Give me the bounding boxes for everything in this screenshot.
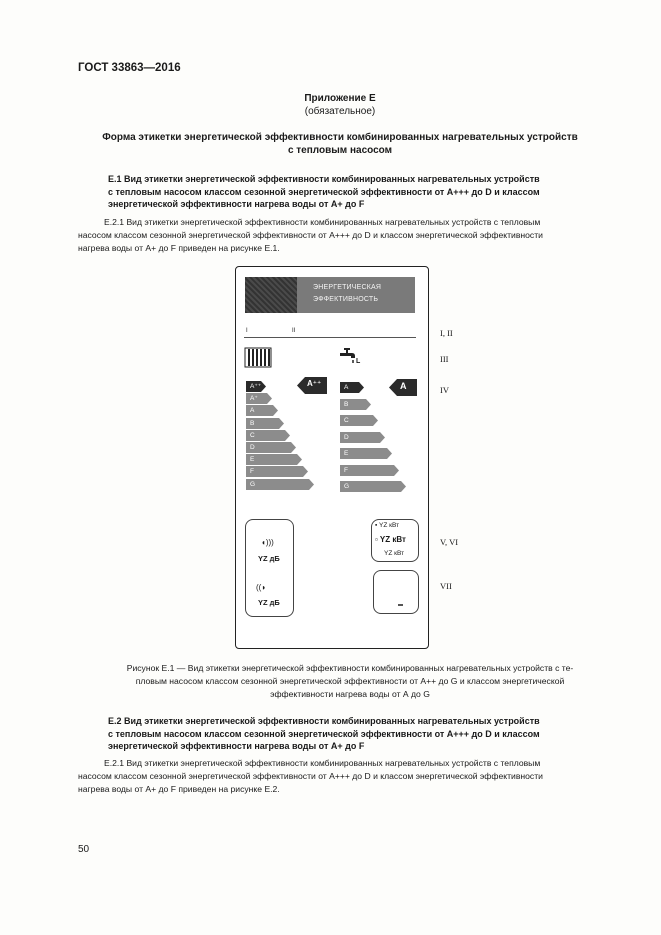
indoor-sound-icon: ◖))) <box>261 538 274 547</box>
water-class-letter: G <box>344 483 350 490</box>
section-2-heading <box>108 715 618 753</box>
heating-class-bar <box>246 405 278 416</box>
heating-class-letter: G <box>250 480 256 488</box>
heating-class-bar <box>246 479 314 490</box>
form-title-line: Форма этикетки энергетической эффективности комбинированных нагревательных устройств <box>102 132 578 143</box>
average-climate-icon: ▫ <box>375 535 380 544</box>
water-class-bar <box>340 382 364 393</box>
heating-class-letter: A⁺⁺ <box>250 383 262 390</box>
power-value-2 <box>375 535 406 544</box>
heating-class-letter: D <box>250 444 255 451</box>
heating-class-letter: C <box>250 431 255 439</box>
water-class-letter: D <box>344 433 349 441</box>
outdoor-sound-icon: ((◗ <box>256 583 267 592</box>
power-value-1 <box>375 522 399 529</box>
map-mark <box>398 604 403 606</box>
field-label-iv: IV <box>440 385 449 395</box>
heating-class-letter: B <box>250 419 255 427</box>
section-1-heading <box>108 173 618 211</box>
field-label-v-vi: V, VI <box>440 537 459 547</box>
heating-class-bar <box>246 454 302 465</box>
field-marker-i: I <box>246 328 248 334</box>
paragraph-line: насосом классом сезонной энергетической эффективности от А+++ до D и классом энергетической эффективности <box>78 230 543 240</box>
paragraph-line: Е.2.1 Вид этикетки энергетической эффективности комбинированных нагревательных устройств с тепловым <box>104 758 541 768</box>
water-class-bar <box>340 481 406 492</box>
water-class-letter: E <box>344 450 349 457</box>
heading-line: энергетической эффективности нагрева воды от А+ до F <box>108 199 365 210</box>
logo-line: ЭФФЕКТИВНОСТЬ <box>313 296 379 303</box>
caption-line: пловым насосом классом сезонной энергетической эффективности от А++ до G и классом энергетической <box>135 676 565 686</box>
form-title <box>60 131 620 157</box>
heating-class-bar <box>246 418 284 429</box>
water-class-bar <box>340 415 378 426</box>
document-header: ГОСТ 33863—2016 <box>78 62 181 74</box>
heading-line: Е.2 Вид этикетки энергетической эффективности комбинированных нагревательных устройств <box>108 716 540 726</box>
indoor-noise-value: YZ дБ <box>258 554 280 563</box>
appendix-title: Приложение Е <box>304 93 376 104</box>
power-text: YZ кВт <box>379 522 400 529</box>
section-2-paragraph <box>78 757 623 796</box>
outdoor-noise-value: YZ дБ <box>258 598 280 607</box>
paragraph-line: нагрева воды от А+ до F приведен на рисунке Е.1. <box>78 243 280 253</box>
paragraph-line: нагрева воды от А+ до F приведен на рисунке Е.2. <box>78 784 280 794</box>
water-class-bar <box>340 399 371 410</box>
field-label-iii: III <box>440 354 449 364</box>
caption-line: Рисунок Е.1 — Вид этикетки энергетической эффективности комбинированных нагревательных устройств с те- <box>126 663 574 673</box>
heating-class-letter: A⁺ <box>250 395 258 403</box>
heating-class-bar <box>246 466 308 477</box>
water-class-bar <box>340 448 392 459</box>
cold-climate-icon: ▪ <box>375 522 379 529</box>
water-class-letter: C <box>344 417 349 424</box>
page-number: 50 <box>78 844 90 855</box>
energy-logo-emblem <box>245 277 297 313</box>
figure-caption <box>80 662 620 701</box>
water-class-letter: F <box>344 466 348 474</box>
heating-class-bar <box>246 381 266 392</box>
field-label-vii: VII <box>440 581 452 591</box>
power-value-3: YZ кВт <box>384 550 405 557</box>
water-class-letter: B <box>344 400 349 408</box>
logo-line: ЭНЕРГЕТИЧЕСКАЯ <box>313 284 382 291</box>
water-class-letter: A <box>344 384 349 391</box>
water-class-bar <box>340 432 385 443</box>
paragraph-line: насосом классом сезонной энергетической эффективности от А+++ до D и классом энергетической эффективности <box>78 771 543 781</box>
water-rating-value: A <box>400 381 407 391</box>
heading-line: энергетической эффективности нагрева воды от А+ до F <box>108 741 365 752</box>
heating-class-letter: A <box>250 407 255 415</box>
heading-line: с тепловым насосом классом сезонной энергетической эффективности от А+++ до D и классом <box>108 186 540 197</box>
appendix-note: (обязательное) <box>304 106 376 117</box>
paragraph-line: Е.2.1 Вид этикетки энергетической эффективности комбинированных нагревательных устройств с тепловым <box>104 217 541 227</box>
heading-line: Е.1 Вид этикетки энергетической эффективности комбинированных нагревательных устройств <box>108 174 540 184</box>
tap-subscript: L <box>356 358 361 365</box>
heating-class-bar <box>246 430 290 441</box>
power-text: YZ кВт <box>379 535 406 544</box>
form-title-line: с тепловым насосом <box>287 145 393 156</box>
energy-logo-text <box>313 282 413 306</box>
label-divider <box>244 337 416 338</box>
water-class-bar <box>340 465 399 476</box>
heating-class-bar <box>246 442 296 453</box>
caption-line: эффективности нагрева воды от А до G <box>270 689 430 699</box>
field-marker-ii: II <box>292 328 296 334</box>
water-rating-arrow <box>389 379 417 396</box>
radiator-icon <box>244 346 272 368</box>
heating-rating-value: A⁺⁺ <box>307 379 322 388</box>
heating-class-letter: F <box>250 468 254 476</box>
heading-line: с тепловым насосом классом сезонной энергетической эффективности от А+++ до D и классом <box>108 728 540 739</box>
climate-map-box <box>373 570 419 614</box>
heating-class-letter: E <box>250 456 255 464</box>
heating-class-bar <box>246 393 272 404</box>
heating-rating-arrow <box>297 377 327 394</box>
field-label-i-ii: I, II <box>440 328 453 338</box>
section-1-paragraph <box>78 216 623 255</box>
